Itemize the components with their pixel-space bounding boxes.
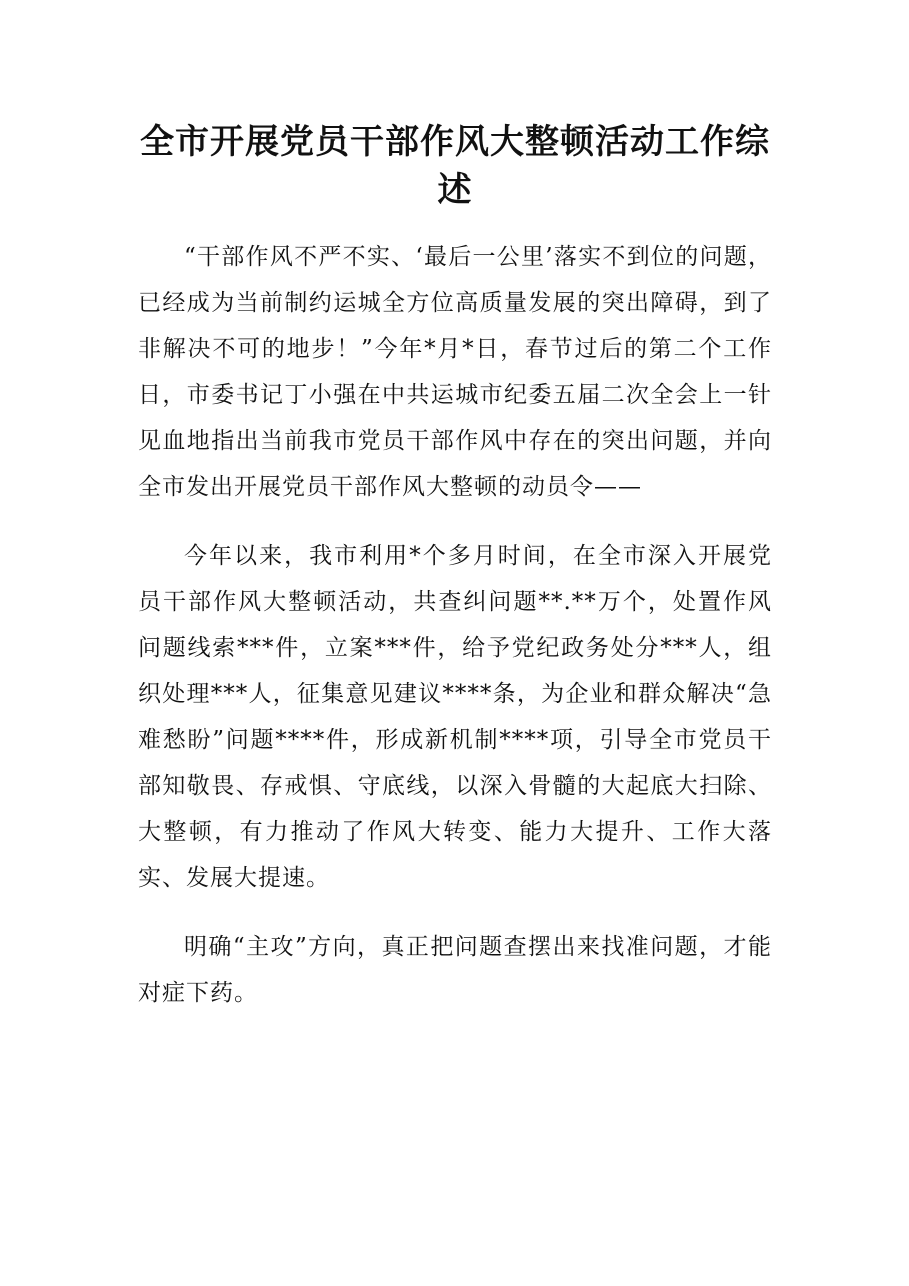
document-page bbox=[138, 118, 772, 1039]
document-title: 全市开展党员干部作风大整顿活动工作综述 bbox=[140, 122, 770, 210]
paragraph-intro: “干部作风不严不实、‘最后一公里’落实不到位的问题，已经成为当前制约运城全方位高质量发展的突出障碍，到了非解决不可的地步！”今年*月*日，春节过后的第二个工作日，市委书记丁小强在中共运城市纪委五届二次全会上一针见血地指出当前我市党员干部作风中存在的突出问题，并向全市发出开展党员干部作风大整顿的动员令—— bbox=[138, 244, 772, 500]
paragraph-summary: 今年以来，我市利用*个多月时间，在全市深入开展党员干部作风大整顿活动，共查纠问题**.**万个，处置作风问题线索***件，立案***件，给予党纪政务处分***人，组织处理***人，征集意见建议****条，为企业和群众解决“急难愁盼”问题****件，形成新机制****项，引导全市党员干部知敬畏、存戒惧、守底线，以深入骨髓的大起底大扫除、大整顿，有力推动了作风大转变、能力大提升、工作大落实、发展大提速。 bbox=[138, 543, 772, 891]
paragraph-direction: 明确“主攻”方向，真正把问题查摆出来找准问题，才能对症下药。 bbox=[138, 934, 772, 1006]
